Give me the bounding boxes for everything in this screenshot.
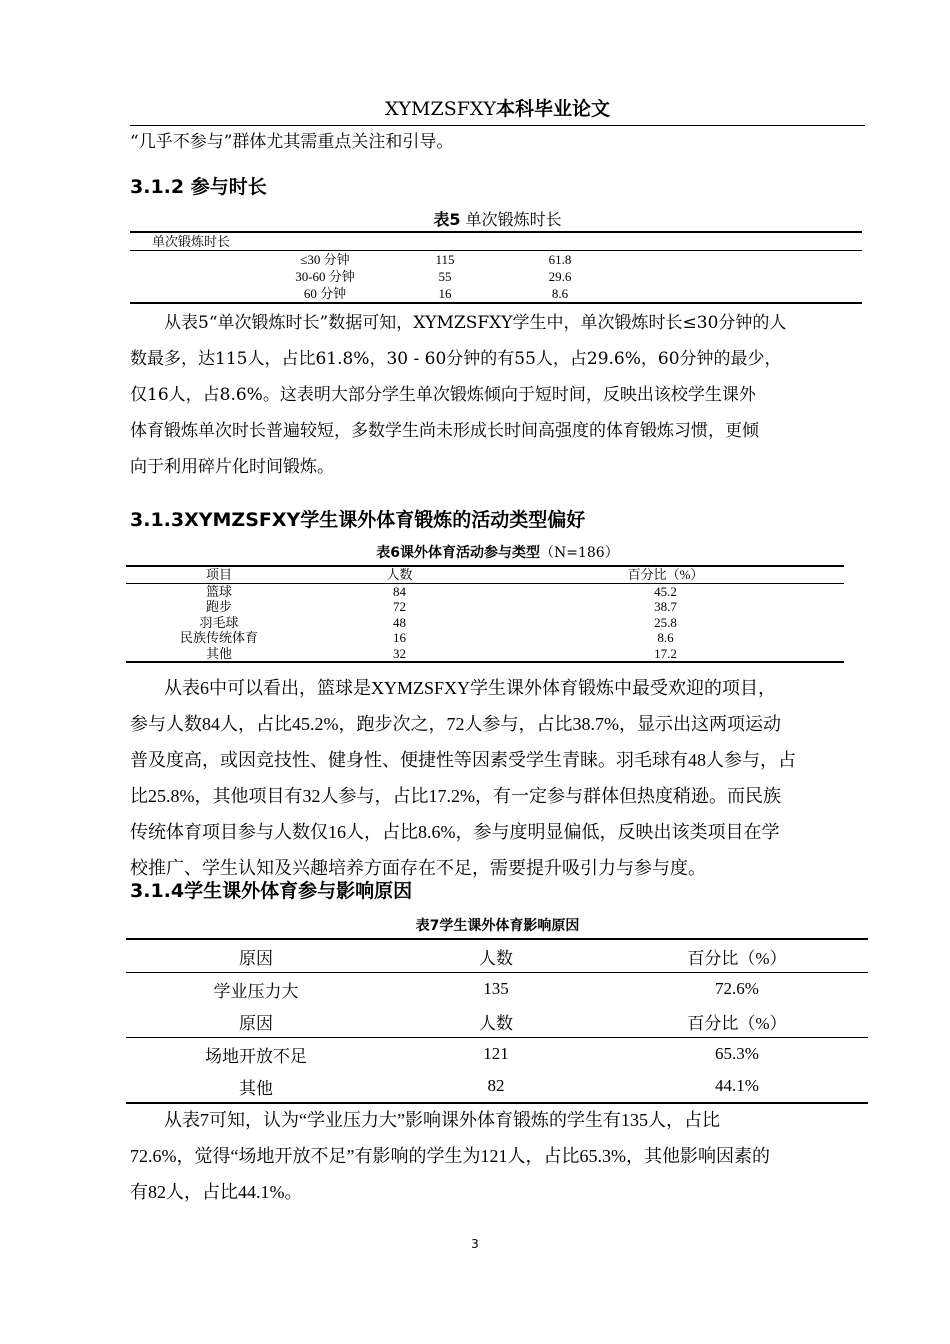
table-row <box>126 599 844 615</box>
paragraph-3-1-4 <box>130 1102 862 1210</box>
column-header: 百分比（%） <box>627 567 704 582</box>
cell: 8.6 <box>657 630 674 645</box>
cell: 羽毛球 <box>199 614 239 630</box>
cell: 民族传统体育 <box>179 630 258 645</box>
cell: 25.8 <box>654 614 677 630</box>
cell: 55 <box>438 269 452 284</box>
text-line: 体育锻炼单次时长普遍较短，多数学生尚未形成长时间高强度的体育锻炼习惯，更倾 <box>130 421 759 441</box>
cell: ≤30 分钟 <box>300 252 350 267</box>
table-row <box>126 583 844 599</box>
cell: 48 <box>393 614 406 630</box>
cell: 8.6 <box>551 286 569 301</box>
cell: 32 <box>393 645 406 661</box>
cell: 135 <box>483 979 509 998</box>
heading-3-1-3: 3.1.3XYMZSFXY学生课外体育锻炼的活动类型偏好 <box>130 509 586 531</box>
table-row <box>130 251 862 269</box>
cell: 29.6 <box>548 269 572 284</box>
cell: 场地开放不足 <box>205 1046 307 1066</box>
paragraph-3-1-3 <box>130 670 862 886</box>
text-line: 参与人数84人，占比45.2%，跑步次之，72人参与，占比38.7%，显示出这两项运动 <box>130 714 781 734</box>
caption-prefix: 表5 <box>433 210 461 229</box>
cell: 16 <box>438 286 452 301</box>
table5 <box>130 231 862 304</box>
intro-line: “几乎不参与”群体尤其需重点关注和引导。 <box>130 132 454 152</box>
cell: 45.2 <box>654 583 677 599</box>
table7-caption <box>130 915 865 935</box>
table-row <box>126 615 844 631</box>
table6 <box>126 565 844 663</box>
text-line: 普及度高，或因竞技性、健身性、便捷性等因素受学生青睐。羽毛球有48人参与，占 <box>130 750 796 770</box>
cell: 百分比（%） <box>687 1013 787 1033</box>
table5-header: 单次锻炼时长 <box>152 234 231 249</box>
cell: 人数 <box>479 948 513 968</box>
header-school: XYMZSFXY <box>384 98 496 120</box>
text-line: 从表7可知，认为“学业压力大”影响课外体育锻炼的学生有135人，占比 <box>164 1110 720 1130</box>
cell: 84 <box>393 583 406 599</box>
text-line: 仅16人，占8.6%。这表明大部分学生单次锻炼倾向于短时间，反映出该校学生课外 <box>130 385 756 405</box>
table-row <box>126 646 844 663</box>
column-header: 人数 <box>386 567 413 582</box>
text-line: 数最多，达115人，占比61.8%，30 - 60分钟的有55人，占29.6%，60分钟的最少， <box>130 349 782 369</box>
table-row <box>126 939 868 973</box>
paragraph-3-1-2 <box>130 305 862 485</box>
table7 <box>126 938 868 1104</box>
table-row <box>126 1038 868 1071</box>
text-line: 有82人，占比44.1%。 <box>130 1182 303 1202</box>
heading-3-1-4: 3.1.4学生课外体育参与影响原因 <box>130 880 413 902</box>
cell: 82 <box>487 1076 505 1095</box>
cell: 30-60 分钟 <box>295 269 355 284</box>
cell: 人数 <box>479 1013 513 1033</box>
cell: 72.6% <box>715 979 759 998</box>
text-line: 72.6%，觉得“场地开放不足”有影响的学生为121人，占比65.3%，其他影响因素的 <box>130 1146 770 1166</box>
table-row <box>126 1070 868 1103</box>
table-row <box>126 1005 868 1038</box>
text-line: 传统体育项目参与人数仅16人，占比8.6%，参与度明显偏低，反映出该类项目在学 <box>130 822 780 842</box>
text-line: 比25.8%，其他项目有32人参与，占比17.2%，有一定参与群体但热度稍逊。而民族 <box>130 786 781 806</box>
text-line: 从表6中可以看出，篮球是XYMZSFXY学生课外体育锻炼中最受欢迎的项目， <box>164 678 777 698</box>
cell: 其他 <box>239 1078 273 1098</box>
table5-caption <box>130 207 865 230</box>
table-header-row <box>126 566 844 583</box>
heading-3-1-2: 3.1.2 参与时长 <box>130 176 267 198</box>
cell: 篮球 <box>205 583 232 599</box>
page-number: 3 <box>471 1237 479 1251</box>
table-row <box>130 268 862 285</box>
text-line: 校推广、学生认知及兴趣培养方面存在不足，需要提升吸引力与参与度。 <box>130 858 706 878</box>
cell: 60 分钟 <box>303 286 347 301</box>
cell: 16 <box>393 630 406 645</box>
caption-text: 表7学生课外体育影响原因 <box>415 918 580 934</box>
caption-n: （N=186） <box>540 545 619 561</box>
cell: 61.8 <box>548 252 572 267</box>
cell: 72 <box>393 599 406 614</box>
cell: 38.7 <box>654 599 677 614</box>
cell: 44.1% <box>715 1076 759 1095</box>
table-row <box>130 285 862 303</box>
cell: 跑步 <box>205 599 232 614</box>
cell: 17.2 <box>654 645 677 661</box>
table6-caption <box>130 542 865 562</box>
cell: 原因 <box>239 948 273 968</box>
cell: 121 <box>483 1044 509 1063</box>
cell: 115 <box>435 252 455 267</box>
caption-text: 单次锻炼时长 <box>465 210 562 229</box>
column-header: 项目 <box>205 567 232 582</box>
text-line: 从表5“单次锻炼时长”数据可知，XYMZSFXY学生中，单次锻炼时长≤30分钟的人 <box>164 313 787 333</box>
text-line: 向于利用碎片化时间锻炼。 <box>130 457 334 477</box>
caption-text: 表6课外体育活动参与类型 <box>376 545 541 561</box>
cell: 百分比（%） <box>687 948 787 968</box>
cell: 原因 <box>239 1013 273 1033</box>
cell: 65.3% <box>715 1044 759 1063</box>
cell: 学业压力大 <box>213 981 299 1001</box>
table-row <box>126 630 844 646</box>
header-title: 本科毕业论文 <box>495 98 610 120</box>
cell: 其他 <box>205 645 232 661</box>
table-row <box>126 973 868 1006</box>
page-header <box>130 94 865 126</box>
